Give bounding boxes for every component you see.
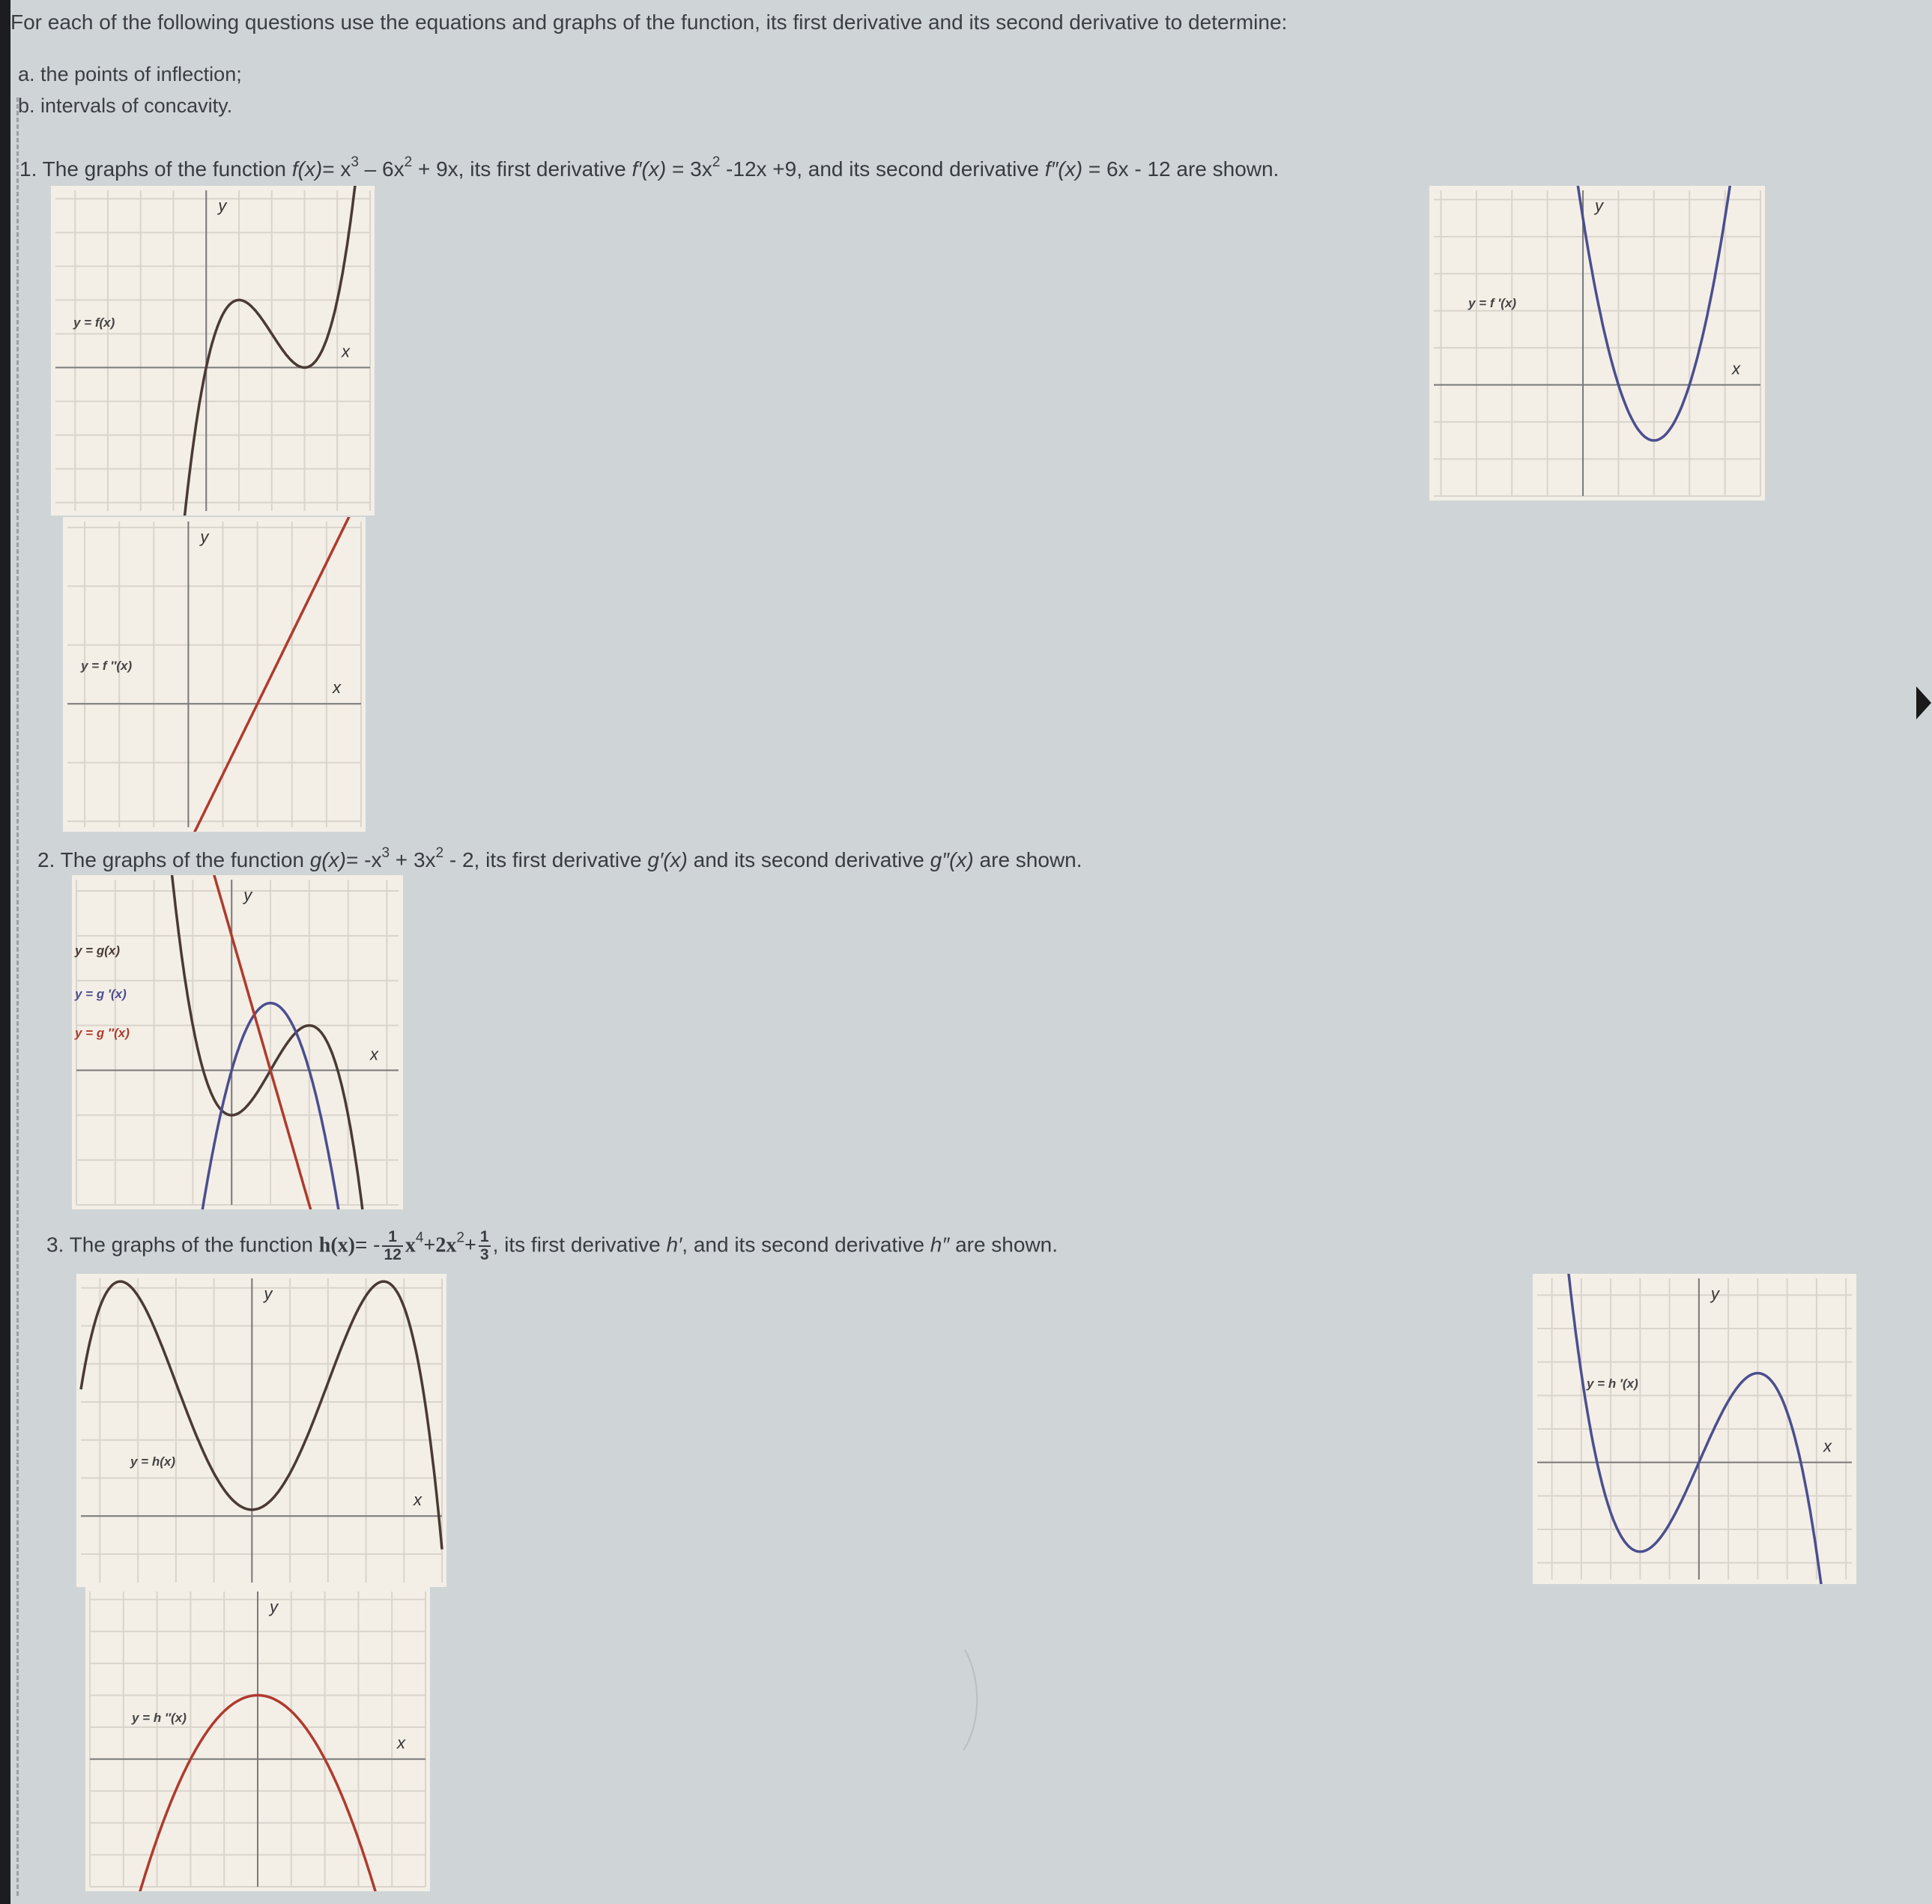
curve-label: y = h ″(x): [132, 1711, 187, 1725]
grid-lines: [81, 1278, 442, 1583]
list-text: intervals of concavity.: [40, 94, 233, 117]
question-text: , and its second derivative: [682, 1233, 925, 1257]
graph-g: [72, 875, 403, 1209]
scratch-mark: [959, 1648, 989, 1753]
y-axis-label: y: [218, 196, 227, 215]
list-marker: a.: [18, 63, 35, 85]
fraction-denominator: 12: [384, 1246, 402, 1263]
graph-h: [76, 1274, 446, 1587]
graph-canvas: [63, 517, 366, 832]
graph-canvas: [85, 1587, 430, 1891]
exponent: 4: [415, 1230, 424, 1246]
h-rhs: = -: [354, 1233, 381, 1257]
question-text: The graphs of the function: [69, 1233, 313, 1257]
f-rhs: – 6x: [358, 157, 405, 181]
curve-label: y = f(x): [73, 315, 115, 330]
curve-label: y = h ′(x): [1587, 1376, 1638, 1391]
fraction-numerator: 1: [382, 1229, 402, 1247]
fraction-denominator: 3: [479, 1246, 489, 1263]
x-axis-label: x: [333, 678, 341, 698]
graph-canvas: [1533, 1274, 1856, 1584]
h-lhs: h(x): [318, 1233, 355, 1257]
gpp-symbol: g″(x): [930, 848, 974, 871]
grid-lines: [1537, 1278, 1852, 1580]
fp-lhs: f′(x): [632, 157, 667, 181]
graph-canvas: [1429, 186, 1765, 501]
exponent: 3: [381, 845, 390, 861]
hp-symbol: h′: [666, 1233, 682, 1257]
graph-fp: [1429, 186, 1765, 501]
curve-g: [169, 875, 368, 1209]
curve-label: y = f ′(x): [1468, 296, 1517, 310]
grid-lines: [67, 522, 361, 827]
g-lhs: g(x): [309, 848, 346, 871]
x-axis-label: x: [397, 1733, 405, 1753]
exponent: 2: [456, 1230, 464, 1246]
h-rhs: x: [405, 1233, 416, 1257]
curve-label: y = g(x): [75, 943, 120, 958]
exponent: 2: [404, 154, 413, 170]
exponent: 2: [712, 154, 721, 170]
fraction-numerator: 1: [479, 1228, 489, 1245]
fraction: [382, 1229, 402, 1263]
question-text: , its first derivative: [492, 1233, 661, 1257]
question-number: 1.: [19, 157, 37, 181]
intro-text: For each of the following questions use the equations and graphs of the function, its first derivative and its second derivative to determine:: [10, 10, 1288, 34]
list-text: the points of inflection;: [40, 63, 242, 85]
graph-canvas: [72, 875, 403, 1209]
x-axis-label: x: [342, 342, 350, 361]
y-axis-label: y: [270, 1598, 278, 1616]
f-rhs: + 9x, its first derivative: [412, 157, 626, 181]
g-rhs: + 3x: [390, 848, 436, 871]
y-axis-label: y: [1710, 1284, 1719, 1303]
question-number: 3.: [46, 1233, 64, 1257]
question-text: The graphs of the function: [42, 157, 286, 181]
graph-f: [51, 186, 375, 516]
curve-fpp: [186, 517, 358, 832]
question-2: [37, 845, 1082, 872]
question-text: and its second derivative: [693, 848, 924, 871]
f-rhs: = x: [322, 157, 351, 181]
curve-label: y = h(x): [130, 1454, 175, 1469]
x-axis-label: x: [414, 1490, 422, 1510]
list-item-a: [18, 63, 242, 86]
hpp-symbol: h″: [930, 1233, 950, 1257]
h-rhs: +2x: [423, 1233, 457, 1257]
curve-label: y = g ′(x): [75, 987, 127, 1001]
mouse-cursor-icon: [1916, 686, 1931, 719]
graph-hp: [1533, 1274, 1856, 1584]
fp-rhs: -12x +9, and its second derivative: [720, 157, 1039, 181]
fpp-lhs: f″(x): [1044, 157, 1083, 181]
list-marker: b.: [18, 94, 35, 117]
y-axis-label: y: [1595, 196, 1604, 215]
list-item-b: [18, 94, 232, 118]
x-axis-label: x: [1732, 359, 1740, 378]
g-rhs: = -x: [345, 848, 382, 871]
x-axis-label: x: [1823, 1436, 1832, 1456]
gp-symbol: g′(x): [647, 848, 688, 871]
screen-bezel: [0, 0, 10, 1904]
y-axis-label: y: [264, 1284, 273, 1303]
fraction: [479, 1229, 491, 1263]
h-rhs: +: [464, 1233, 476, 1257]
graph-hpp: [85, 1587, 430, 1891]
fpp-rhs: = 6x - 12 are shown.: [1088, 157, 1280, 181]
grid-lines: [76, 880, 399, 1205]
question-1: [19, 154, 1279, 181]
graph-canvas: [51, 186, 375, 516]
curve-label: y = g ″(x): [75, 1026, 130, 1040]
exponent: 2: [435, 845, 444, 861]
curve-f: [182, 186, 358, 516]
graph-canvas: [76, 1274, 446, 1587]
question-text: are shown.: [979, 848, 1082, 871]
question-3: [46, 1229, 1058, 1263]
exponent: 3: [351, 154, 359, 170]
fp-rhs: = 3x: [671, 157, 712, 181]
grid-lines: [1434, 190, 1760, 496]
margin-rule: [16, 97, 19, 1896]
x-axis-label: x: [370, 1045, 378, 1064]
curve-gpp: [203, 875, 322, 1209]
question-text: The graphs of the function: [60, 848, 304, 871]
curve-h: [81, 1281, 442, 1549]
y-axis-label: y: [243, 886, 252, 904]
f-lhs: f(x): [291, 157, 323, 181]
question-number: 2.: [37, 848, 55, 871]
y-axis-label: y: [200, 528, 209, 546]
g-rhs: - 2, its first derivative: [443, 848, 642, 871]
curve-label: y = f ″(x): [81, 659, 133, 673]
question-text: are shown.: [955, 1233, 1059, 1257]
graph-fpp: [63, 517, 366, 832]
